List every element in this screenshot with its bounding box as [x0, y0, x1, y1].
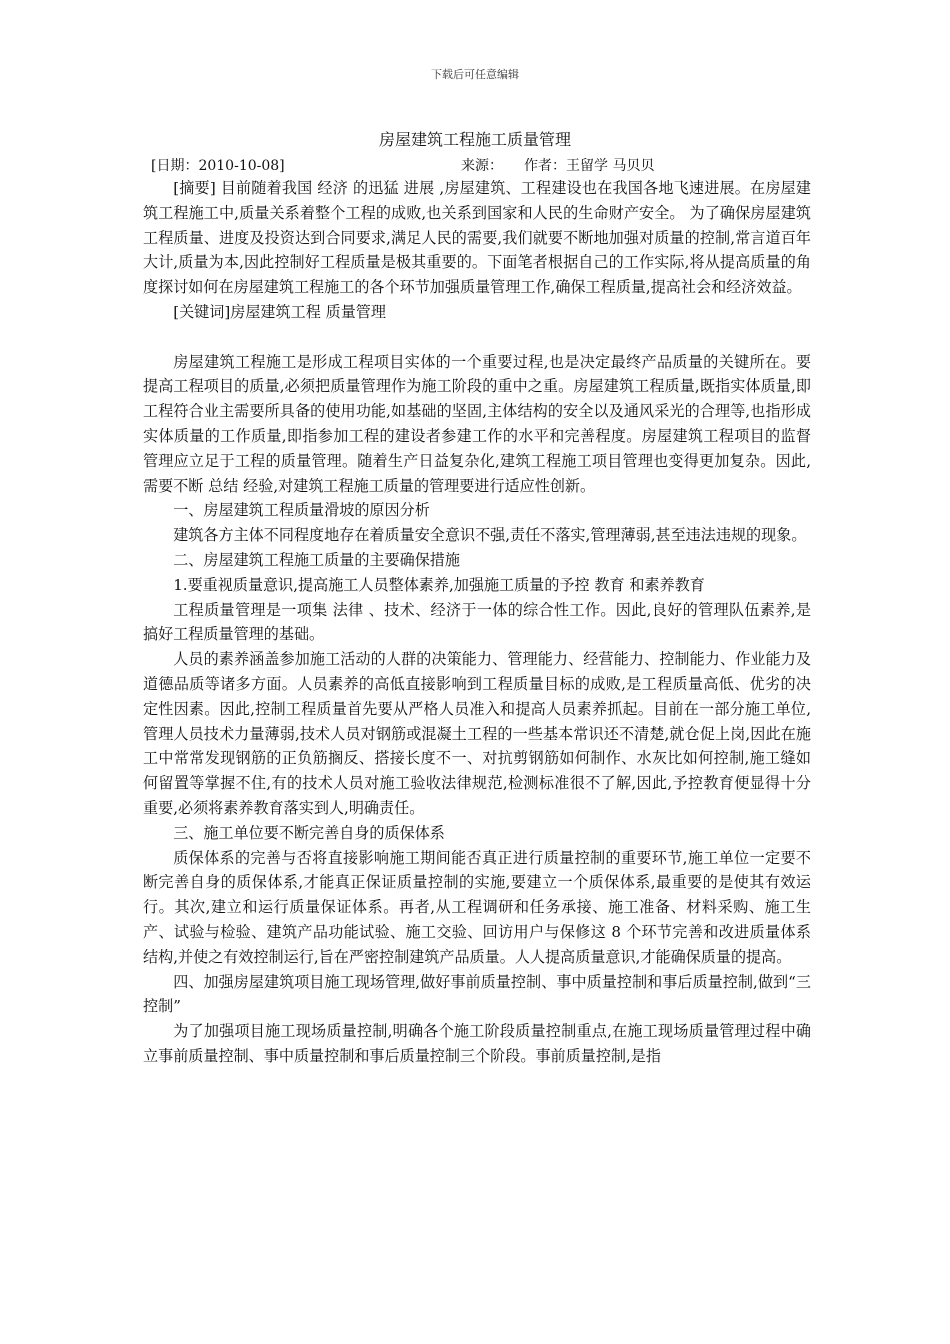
article-body	[143, 176, 811, 1069]
meta-source: 来源：	[461, 158, 503, 174]
body-paragraph: 为了加强项目施工现场质量控制,明确各个施工阶段质量控制重点,在施工现场质量管理过程中确立事前质量控制、事中质量控制和事后质量控制三个阶段。事前质量控制,是指	[143, 1022, 811, 1065]
header-note: 下载后可任意编辑	[431, 68, 519, 81]
keywords-paragraph: [关键词]房屋建筑工程 质量管理	[173, 302, 386, 321]
body-paragraph: 质保体系的完善与否将直接影响施工期间能否真正进行质量控制的重要环节,施工单位一定要不断完善自身的质保体系,才能真正保证质量控制的实施,要建立一个质保体系,最重要的是使其有效运行。其次,建立和运行质量保证体系。再者,从工程调研和任务承接、施工准备、材料采购、施工生产、试验与检验、建筑产品功能试验、施工交验、回访用户与保修这 8 个环节完善和改进质量体系结构,并使之有效控制运行,旨在严密控制建筑产品质量。人人提高质量意识,才能确保质量的提高。	[143, 848, 811, 966]
body-paragraph: 建筑各方主体不同程度地存在着质量安全意识不强,责任不落实,管理薄弱,甚至违法违规的现象。	[173, 526, 807, 545]
body-paragraph: 人员的素养涵盖参加施工活动的人群的决策能力、管理能力、经营能力、控制能力、作业能力及道德品质等诸多方面。人员素养的高低直接影响到工程质量目标的成败,是工程质量高低、优劣的决定性因素。因此,控制工程质量首先要从严格人员准入和提高人员素养抓起。目前在一部分施工单位,管理人员技术力量薄弱,技术人员对钢筋或混凝土工程的一些基本常识还不清楚,就仓促上岗,因此在施工中常常发现钢筋的正负筋搁反、搭接长度不一、对抗剪钢筋如何制作、水灰比如何控制,施工缝如何留置等掌握不住,有的技术人员对施工验收法律规范,检测标准很不了解,因此,予控教育便显得十分重要,必须将素养教育落实到人,明确责任。	[143, 650, 811, 817]
body-paragraph: 工程质量管理是一项集 法律 、技术、经济于一体的综合性工作。因此,良好的管理队伍素养,是搞好工程质量管理的基础。	[143, 600, 811, 644]
meta-author: 作者：王留学 马贝贝	[524, 158, 655, 174]
section-heading: 二、房屋建筑工程施工质量的主要确保措施	[173, 550, 460, 569]
article-meta	[0, 155, 950, 175]
section-heading: 四、加强房屋建筑项目施工现场管理,做好事前质量控制、事中质量控制和事后质量控制,做到“三控制”	[143, 972, 811, 1016]
section-heading: 一、房屋建筑工程质量滑坡的原因分析	[173, 501, 430, 520]
document-title: 房屋建筑工程施工质量管理	[378, 130, 571, 149]
section-heading: 三、施工单位要不断完善自身的质保体系	[173, 823, 445, 842]
meta-date: [日期：2010-10-08]	[151, 158, 285, 174]
body-paragraph: 房屋建筑工程施工是形成工程项目实体的一个重要过程,也是决定最终产品质量的关键所在。要提高工程项目的质量,必须把质量管理作为施工阶段的重中之重。房屋建筑工程质量,既指实体质量,即工程符合业主需要所具备的使用功能,如基础的坚固,主体结构的安全以及通风采光的合理等,也指形成实体质量的工作质量,即指参加工程的建设者参建工作的水平和完善程度。房屋建筑工程项目的监督管理应立足于工程的质量管理。随着生产日益复杂化,建筑工程施工项目管理也变得更加复杂。因此,需要不断 总结 经验,对建筑工程施工质量的管理要进行适应性创新。	[143, 352, 811, 495]
subsection-heading: 1.要重视质量意识,提高施工人员整体素养,加强施工质量的予控 教育 和素养教育	[173, 575, 705, 594]
abstract-paragraph: [摘要] 目前随着我国 经济 的迅猛 进展 ,房屋建筑、工程建设也在我国各地飞速进展。在房屋建筑工程施工中,质量关系着整个工程的成败,也关系到国家和人民的生命财产安全。 为了确保房屋建筑工程质量、进度及投资达到合同要求,满足人民的需要,我们就要不断地加强对质量的控制,常言道百年大计,质量为本,因此控制好工程质量是极其重要的。下面笔者根据自己的工作实际,将从提高质量的角度探讨如何在房屋建筑工程施工的各个环节加强质量管理工作,确保工程质量,提高社会和经济效益。	[143, 179, 811, 297]
